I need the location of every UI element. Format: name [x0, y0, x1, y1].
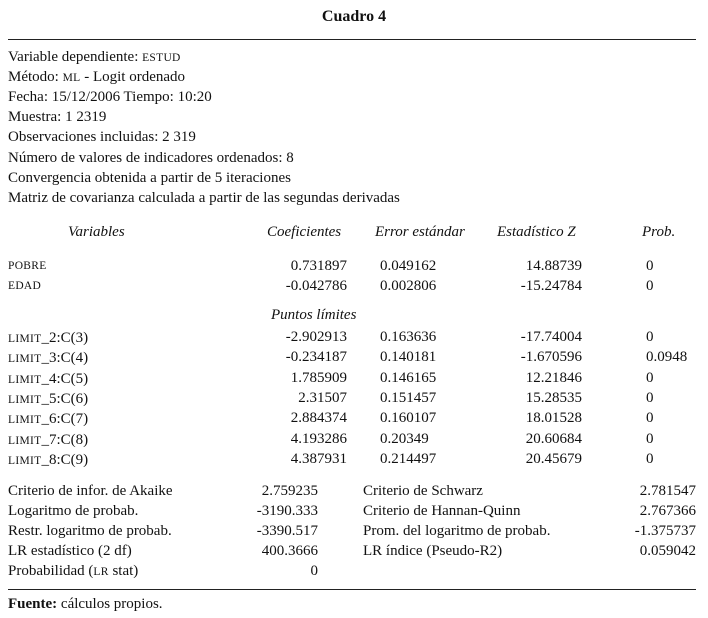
limit-row-prob: 0	[646, 430, 654, 447]
stat-right-label: Criterio de Schwarz	[363, 483, 483, 499]
stat-right-value: -1.375737	[634, 523, 696, 539]
row-coefficient: 0.731897	[290, 258, 347, 274]
limit-row-z-statistic: 20.45679	[525, 450, 582, 467]
stat-left-value: -3390.517	[256, 523, 318, 539]
date-line: Fecha: 15/12/2006 Tiempo: 10:20	[8, 89, 212, 105]
table-title: Cuadro 4	[321, 8, 387, 25]
limit-row-coefficient: -2.902913	[285, 329, 347, 345]
row-standard-error: 0.049162	[380, 258, 437, 274]
limit-row-z-statistic: 12.21846	[525, 369, 582, 386]
limit-row-coefficient: 4.387931	[290, 450, 347, 467]
covariance-line: Matriz de covarianza calculada a partir de las segundas derivadas	[8, 190, 400, 206]
prob-lr-label-sc: LR	[93, 566, 109, 578]
row-standard-error: 0.002806	[380, 278, 437, 294]
limit-row-coefficient: 2.31507	[298, 389, 347, 406]
observations-line: Observaciones incluidas: 2 319	[8, 129, 196, 145]
header-prob: Prob.	[642, 224, 676, 240]
stat-left-value: -3190.333	[256, 503, 318, 519]
row-prob: 0	[646, 258, 654, 274]
row-variable-name: POBRE	[8, 260, 47, 272]
method-line	[8, 69, 185, 86]
source-label: Fuente:	[8, 596, 58, 612]
limit-row-prob: 0	[646, 329, 654, 345]
stat-right-label: Criterio de Hannan-Quinn	[363, 503, 521, 519]
prob-lr-label-post: stat)	[108, 563, 139, 579]
limit-row-variable-suffix: _2:C(3)	[41, 330, 89, 346]
limit-row-prob: 0	[646, 450, 654, 467]
limit-row-variable-prefix: LIMIT	[8, 393, 42, 406]
limit-row-variable-prefix: LIMIT	[8, 333, 42, 345]
sample-line: Muestra: 1 2319	[8, 109, 107, 125]
limit-row-z-statistic: -1.670596	[520, 349, 582, 366]
convergence-line: Convergencia obtenida a partir de 5 iteraciones	[8, 170, 291, 186]
limit-row-variable-suffix: _5:C(6)	[41, 390, 89, 407]
stat-left-label: Logaritmo de probab.	[8, 503, 139, 519]
stat-right-label: LR índice (Pseudo-R2)	[363, 543, 503, 559]
limit-row-standard-error: 0.151457	[380, 389, 437, 406]
limit-row-prob: 0	[646, 369, 654, 386]
stat-left-value: 400.3666	[261, 543, 318, 559]
limit-row-standard-error: 0.20349	[380, 430, 429, 447]
limit-row-standard-error: 0.160107	[380, 410, 437, 427]
row-prob: 0	[646, 278, 654, 294]
limit-row-variable-name	[8, 350, 88, 367]
stat-right-label: Prom. del logaritmo de probab.	[363, 523, 551, 539]
stat-left-label: LR estadístico (2 df)	[8, 543, 132, 559]
limit-row-variable-name	[8, 391, 88, 408]
limit-row-z-statistic: 18.01528	[525, 410, 582, 427]
header-variables: Variables	[68, 224, 125, 240]
limit-row-variable-prefix: LIMIT	[8, 414, 42, 427]
stat-left-value: 2.759235	[261, 483, 318, 499]
limit-row-standard-error: 0.146165	[380, 369, 437, 386]
row-z-statistic: 14.88739	[525, 258, 582, 274]
method-rest: - Logit ordenado	[84, 69, 186, 85]
limit-row-coefficient: 4.193286	[290, 430, 347, 447]
prob-lr-label-pre: Probabilidad (	[8, 563, 94, 579]
header-coefficients: Coeficientes	[267, 224, 342, 240]
header-z-statistic: Estadístico Z	[497, 224, 576, 240]
limit-row-variable-name	[8, 432, 88, 449]
prob-lr-line	[8, 563, 138, 580]
row-z-statistic: -15.24784	[520, 278, 582, 294]
dependent-variable-value: ESTUD	[142, 52, 181, 64]
limit-row-coefficient: -0.234187	[285, 349, 347, 366]
header-standard-error: Error estándar	[375, 224, 465, 240]
limit-row-variable-suffix: _3:C(4)	[41, 350, 89, 367]
dependent-variable-label: Variable dependiente:	[8, 49, 139, 65]
limit-row-variable-suffix: _4:C(5)	[41, 370, 89, 387]
limit-row-coefficient: 2.884374	[290, 410, 347, 427]
limit-row-variable-name	[8, 411, 88, 428]
limit-row-prob: 0	[646, 410, 654, 427]
limit-row-variable-prefix: LIMIT	[8, 373, 42, 386]
limit-row-z-statistic: 20.60684	[525, 430, 582, 447]
limit-row-variable-name	[8, 330, 88, 347]
limit-row-coefficient: 1.785909	[290, 369, 347, 386]
limit-row-prob: 0	[646, 389, 654, 406]
limit-row-standard-error: 0.140181	[380, 349, 437, 366]
source-line	[8, 596, 163, 613]
bottom-rule	[8, 589, 696, 590]
limit-row-variable-prefix: LIMIT	[8, 353, 42, 366]
limit-row-prob: 0.0948	[646, 349, 688, 366]
stat-left-label: Criterio de infor. de Akaike	[8, 483, 173, 499]
stat-right-value: 2.781547	[639, 483, 696, 499]
limit-row-variable-name	[8, 371, 88, 388]
limit-row-variable-suffix: _6:C(7)	[41, 411, 89, 428]
top-rule	[8, 39, 696, 40]
limit-row-z-statistic: -17.74004	[520, 329, 582, 345]
limit-row-standard-error: 0.214497	[380, 450, 437, 467]
row-coefficient: -0.042786	[285, 278, 347, 294]
method-label: Método:	[8, 69, 59, 85]
limit-row-variable-name	[8, 452, 88, 469]
limit-row-z-statistic: 15.28535	[525, 389, 582, 406]
limit-points-label: Puntos límites	[271, 307, 357, 323]
limit-row-standard-error: 0.163636	[380, 329, 437, 345]
num-values-line: Número de valores de indicadores ordenados: 8	[8, 150, 294, 166]
source-text: cálculos propios.	[60, 596, 163, 612]
limit-row-variable-prefix: LIMIT	[8, 454, 42, 467]
dependent-variable-line	[8, 49, 181, 66]
prob-lr-value: 0	[310, 563, 318, 579]
row-variable-name: EDAD	[8, 280, 42, 292]
limit-row-variable-suffix: _7:C(8)	[41, 431, 89, 448]
stat-right-value: 2.767366	[639, 503, 696, 519]
stat-left-label: Restr. logaritmo de probab.	[8, 523, 172, 539]
method-abbr: ML	[62, 72, 81, 84]
limit-row-variable-prefix: LIMIT	[8, 434, 42, 447]
stat-right-value: 0.059042	[639, 543, 696, 559]
limit-row-variable-suffix: _8:C(9)	[41, 451, 89, 468]
